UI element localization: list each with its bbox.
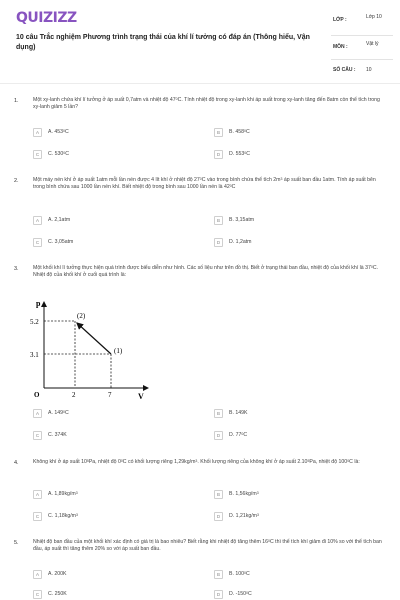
option-a[interactable]: A A. 200K	[33, 568, 193, 580]
question-text: Một xy-lanh chứa khí lí tưởng ở áp suất 0,7atm và nhiệt độ $47^0C$. Tính nhiệt độ trong xy-lanh khi áp suất trong xy-lanh tăng đến 8atm còn thể tích trong xy-lanh giảm 5 lần?	[33, 97, 380, 110]
question-number: 1.	[14, 98, 19, 104]
p-v-graph	[30, 296, 160, 401]
x-tick-label: 2	[72, 391, 76, 399]
subject-label: MÔN :	[333, 44, 348, 50]
state-2-label: (2)	[77, 312, 86, 320]
option-c[interactable]: C C. 250K	[33, 588, 193, 600]
info-divider	[331, 59, 393, 60]
class-value: Lớp 10	[366, 14, 382, 20]
option-b[interactable]: B B. $1,56kg/m^3$	[214, 488, 374, 500]
state-1-label: (1)	[114, 347, 123, 355]
option-d[interactable]: D D. $553^0C$	[214, 148, 374, 160]
question-text: Một máy nén khí ở áp suất 1atm mỗi lần nén được 4 lít khí ở nhiệt độ $27^0C$ vào trong bình chứa thể tích $2m^3$ áp suất ban đầu 1atm. Tính áp suất bên trong bình chứa sau 1000 lần nén khí. Biết nhiệt độ trong bình sau 1000 lần nén là $42^0C$	[33, 177, 376, 190]
question-number: 3.	[14, 266, 19, 272]
option-b[interactable]: B B. $100^0C$	[214, 568, 374, 580]
process-line	[77, 323, 111, 354]
x-tick-label: 7	[108, 391, 112, 399]
v-axis-label: V	[138, 392, 144, 401]
option-a[interactable]: A A. $149^0C$	[33, 407, 193, 419]
count-label: SỐ CÂU :	[333, 67, 356, 73]
question-number: 4.	[14, 460, 19, 466]
option-b[interactable]: B B. 149K	[214, 407, 374, 419]
option-b[interactable]: B B. $458^0C$	[214, 126, 374, 138]
question-number: 2.	[14, 178, 19, 184]
info-divider	[331, 35, 393, 36]
option-c[interactable]: C C. $1,18kg/m^3$	[33, 510, 193, 522]
question-text: Nhiệt độ ban đầu của một khối khí xác định có giá trị là bao nhiêu? Biết rằng khi nhiệt độ tăng thêm $16^0C$ thì thể tích khí giảm đi 10% so với thể tích ban đầu, áp suất thì tăng thêm 20% so với áp suất ban đầu.	[33, 539, 382, 552]
option-a[interactable]: A A. $1,89kg/m^3$	[33, 488, 193, 500]
option-a[interactable]: A A. 2,1atm	[33, 214, 193, 226]
worksheet-header	[0, 0, 400, 82]
class-label: LỚP :	[333, 17, 347, 23]
count-value: 10	[366, 67, 372, 73]
worksheet-title: 10 câu Trắc nghiệm Phương trình trạng thái của khí lí tưởng có đáp án (Thông hiểu, Vận dụng)	[16, 34, 310, 51]
question-text: Không khí ở áp suất $10^5Pa$, nhiệt độ $0^0C$ có khối lượng riêng $1,29kg/m^3$. Khối lượng riêng của không khí ở áp suất 2.10$^5$Pa, nhiệt độ $100^0C$ là:	[33, 459, 360, 465]
option-c[interactable]: C C. $530^0C$	[33, 148, 193, 160]
p-axis-label: p	[36, 299, 41, 308]
y-tick-label: 3.1	[30, 351, 39, 359]
option-d[interactable]: D D. 1,2atm	[214, 236, 374, 248]
option-b[interactable]: B B. 3,15atm	[214, 214, 374, 226]
question-text: Một khối khí lí tưởng thực hiện quá trình được biểu diễn như hình. Các số liệu như trên đồ thị. Biết ở trạng thái ban đầu, nhiệt độ của khối khí là $37^0C$. Nhiệt độ của khối khí ở cuối quá trình là:	[33, 265, 379, 278]
option-d[interactable]: D D. $77^0C$	[214, 429, 374, 441]
option-d[interactable]: D D. $1,21kg/m^3$	[214, 510, 374, 522]
origin-label: O	[34, 391, 40, 399]
option-c[interactable]: C C. 374K	[33, 429, 193, 441]
option-a[interactable]: A A. $453^0C$	[33, 126, 193, 138]
subject-value: Vật lý	[366, 41, 379, 47]
y-tick-label: 5.2	[30, 318, 39, 326]
header-divider	[0, 83, 400, 84]
quizizz-logo: QUIZIZZ	[16, 10, 77, 26]
option-d[interactable]: D D. $-150^0C$	[214, 588, 374, 600]
option-c[interactable]: C C. 3,05atm	[33, 236, 193, 248]
question-number: 5.	[14, 540, 19, 546]
